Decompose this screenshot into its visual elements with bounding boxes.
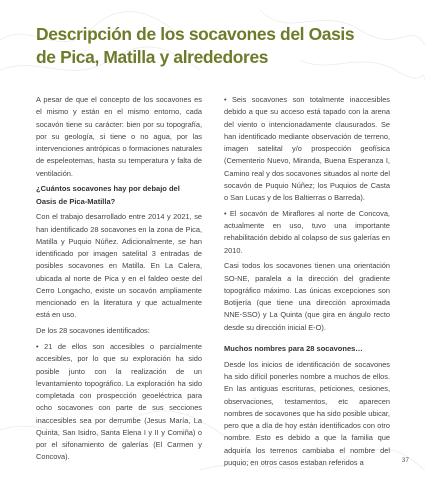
left-column: [36, 94, 202, 467]
paragraph: Casi todos los socavones tienen una orientación SO-NE, paralela a la dirección del gradiente topográfico máximo. Las únicas excepciones son Botijería (que tiene una dirección aproximada NNE-SSO) y La Quinta (que gira en ángulo recto desde su dirección inicial E-O).: [224, 261, 390, 332]
section-heading: ¿Cuántos socavones hay por debajo del Oasis de Pica-Matilla?: [36, 184, 180, 206]
section-heading: Muchos nombres para 28 socavones…: [224, 343, 363, 353]
paragraph: A pesar de que el concepto de los socavones es el mismo y están en el mismo entorno, cada socavón tiene su carácter: bien por su topografía, por su geología, si tiene o no agua, por las intervenciones antrópicas o formaciones naturales de espeleotemas, hasta su temperatura y falta de ventilación.: [36, 95, 202, 178]
page-title: Descripción de los socavones del Oasis de Pica, Matilla y alrededores: [36, 24, 355, 67]
bullet-paragraph: • 21 de ellos son accesibles o parcialmente accesibles, por lo que su exploración ha sido posible junto con la realización de un levantamiento topográfico. La exploración ha sido completada con prospección geoeléctrica para ocho socavones con parte de sus secciones inaccesibles sea por derrumbe (Jesus María, La Quinta, San Isidro, Santa Elena I y II y Comiña) o por el sifonamiento de galerías (El Carmen y Concova).: [36, 342, 202, 462]
paragraph: Con el trabajo desarrollado entre 2014 y 2021, se han identificado 28 socavones en la zona de Pica, Matilla y Puquio Núñez. Adicionalmente, se han identificado por imagen satelital 3 entradas de posibles socavones en Matilla. En La Calera, ubicada al norte de Pica y en el faldeo oeste del Cerro Longacho, existe un socavón ampliamente mencionado en la literatura y que actualmente está en uso.: [36, 212, 202, 320]
right-column: [224, 94, 390, 473]
bullet-paragraph: • El socavón de Miraflores al norte de Concova, actualmente en uso, tuvo una importante rehabilitación debido al colapso de sus galerías en 2010.: [224, 208, 390, 255]
paragraph: De los 28 socavones identificados:: [36, 326, 150, 336]
paragraph: Desde los inicios de identificación de socavones ha sido difícil ponerles nombre a muchos de ellos. En las antiguas escrituras, peticiones, cesiones, observaciones, testamentos, etc aparecen nombres de socavones que ha sido posible ubicar, pero que a día de hoy están identificados con otro nombre. Esto es debido a que la familia que adquiría los terrenos cambiaba el nombre del puquio; en otros casos estaban referidos a: [224, 359, 390, 467]
page-number: 37: [401, 457, 409, 464]
bullet-paragraph: • Seis socavones son totalmente inaccesibles debido a que su acceso está tapado con la arena del viento o intencionadamente clausurados. Se han identificado mediante observación de terreno, imagen satelital y/o prospección geofísica (Cementerio Nuevo, Miranda, Buena Esperanza I, Camino real y dos socavones situados al norte del socavón de Puquio Núñez; los Puquios de Casta o San Lucas y de los Baltierras o Barreda).: [224, 95, 390, 202]
